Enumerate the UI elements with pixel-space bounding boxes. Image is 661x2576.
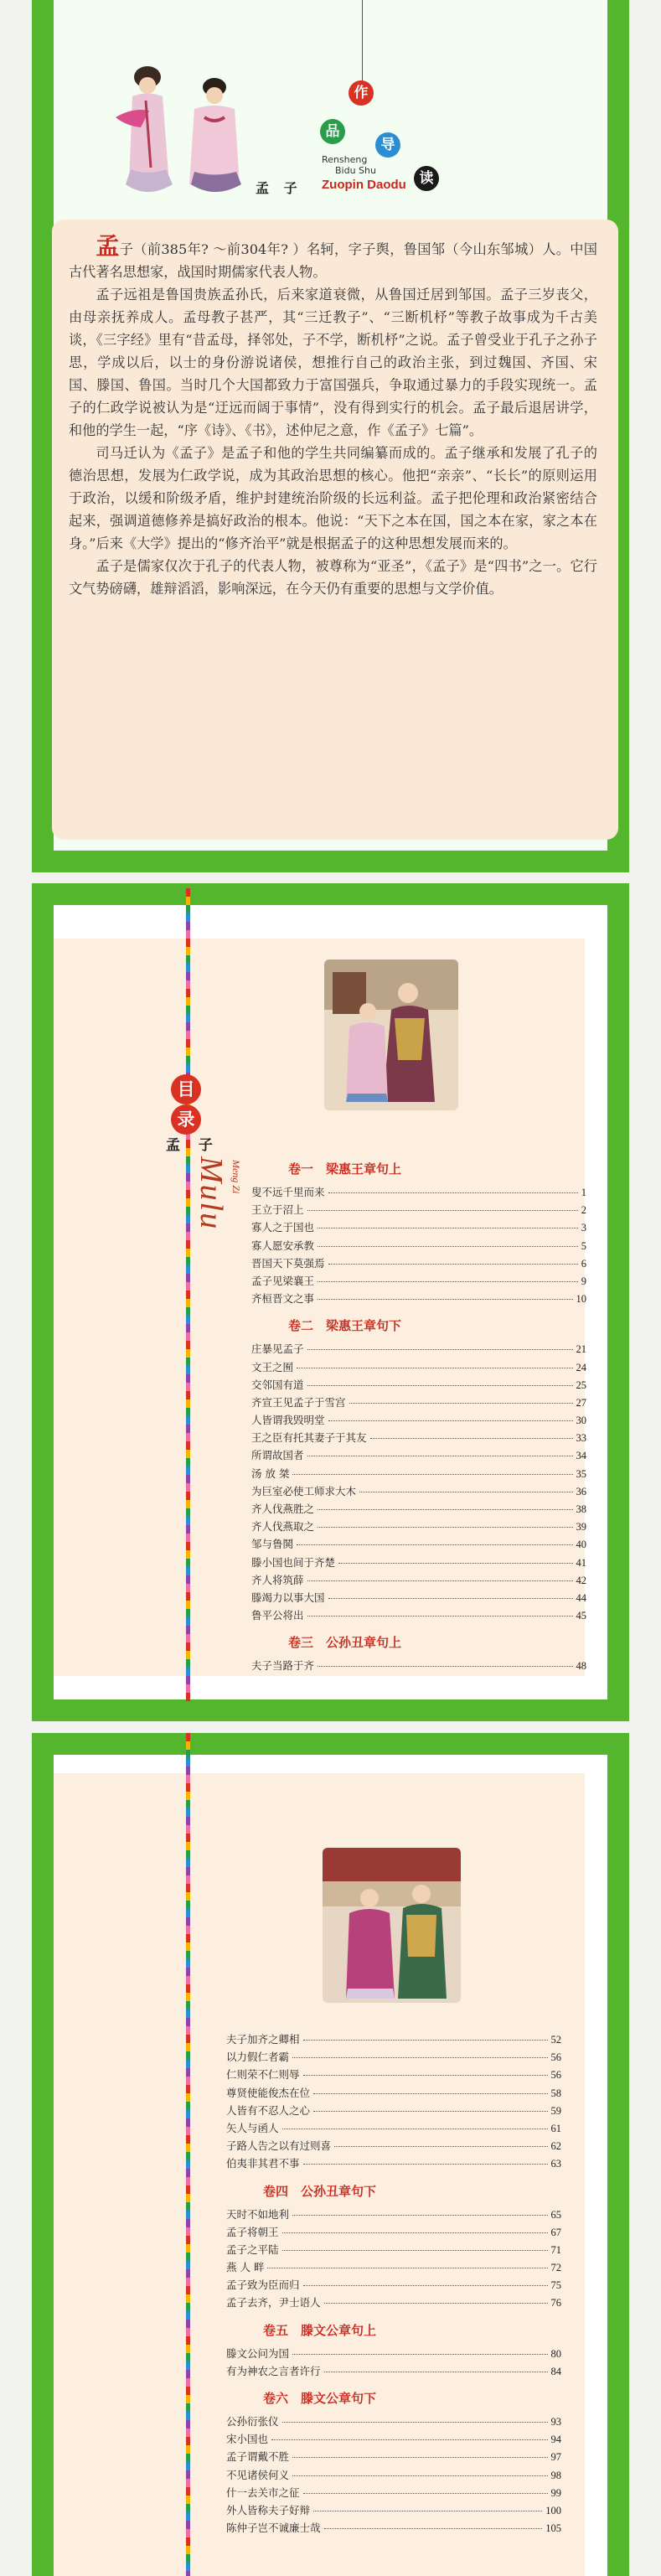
toc-leader-dots [303,2285,548,2286]
toc-entry[interactable] [226,2277,561,2294]
toc-entry[interactable] [251,1255,586,1273]
toc-book-name: 孟 子 [166,1137,219,1154]
toc-leader-dots [328,1420,573,1421]
mulu-char-lu: 录 [171,1104,201,1135]
toc-entry-page: 9 [581,1275,586,1287]
toc-entry[interactable] [226,2346,561,2363]
toc-illustration-1 [324,960,458,1110]
toc-entry-page: 84 [550,2365,561,2377]
toc-entry-page: 30 [576,1415,586,1427]
toc-entry[interactable] [226,2242,561,2259]
toc-entry-title: 齐桓晋文之事 [251,1292,315,1306]
toc-entry-page: 6 [581,1257,586,1270]
toc-leader-dots [318,1527,572,1528]
toc-entry-page: 98 [550,2469,561,2481]
toc-leader-dots [338,1563,572,1564]
toc-volume-heading: 卷五 滕文公章句上 [263,2322,377,2338]
toc-entry-title: 齐人伐燕胜之 [251,1503,315,1515]
toc-entry[interactable] [251,1483,586,1501]
toc-entry-page: 40 [576,1539,586,1551]
toc-entry-page: 56 [550,2069,561,2082]
toc-entry[interactable] [251,1219,586,1237]
toc-entry[interactable] [226,2066,561,2084]
toc-entry-title: 以力假仁者霸 [226,2051,290,2064]
toc-entry[interactable] [226,2259,561,2277]
toc-entry-page: 80 [550,2347,561,2360]
toc-volume-heading: 卷一 梁惠王章句上 [288,1161,402,1177]
toc-entry-page: 25 [576,1379,586,1391]
book-name: 孟 子 [256,180,302,196]
toc-entry-title: 孟子之平陆 [226,2242,279,2256]
toc-entry-title: 什一去关市之征 [226,2485,300,2499]
toc-entry-page: 97 [550,2451,561,2464]
toc-entry-title: 燕 人 畔 [226,2261,265,2274]
toc-entry[interactable] [251,1501,586,1518]
toc-entry-page: 52 [550,2034,561,2046]
toc-entry-page: 27 [576,1396,586,1409]
toc-entry[interactable] [251,1536,586,1554]
toc-entry[interactable] [251,1341,586,1358]
toc-leader-dots [328,1192,578,1193]
toc-leader-dots [318,1666,572,1667]
toc-entry-title: 夫子当路于齐 [251,1659,315,1673]
toc-entry[interactable] [251,1184,586,1202]
toc-entry-title: 叟不远千里而来 [251,1186,325,1198]
toc-leader-dots [313,2111,547,2112]
mulu-pinyin: Mulu [194,1156,229,1231]
toc-entry-page: 24 [576,1361,586,1373]
toc-entry-page: 75 [550,2279,561,2292]
intro-paragraph-1-text: 子（前385年? ～前304年? ）名轲，字子舆，鲁国邹（今山东邹城）人。中国古代著名思想家，战国时期儒家代表人物。 [69,241,597,280]
toc-entry-page: 67 [550,2226,561,2238]
toc-entry-page: 72 [550,2262,561,2274]
intro-paragraph-1 [69,232,597,283]
toc-leader-dots [370,1438,573,1439]
toc-volume-heading: 卷四 公孙丑章句下 [263,2183,377,2199]
toc-entry-title: 齐人伐燕取之 [251,1520,315,1534]
toc-leader-dots [307,1349,573,1350]
toc-entry-page: 56 [550,2051,561,2064]
toc-entry-title: 矢人与函人 [226,2121,279,2134]
toc-leader-dots [303,2075,548,2076]
toc-entry-title: 王之臣有托其妻子于其友 [251,1431,367,1445]
toc-entry[interactable] [251,1658,586,1675]
toc-entry[interactable] [226,2155,561,2173]
toc-entry[interactable] [226,2138,561,2155]
intro-paragraph-2: 孟子远祖是鲁国贵族孟孙氏，后来家道衰微，从鲁国迁居到邹国。孟子三岁丧父，由母亲抚养成人。孟母教子甚严，其“三迁教子”、“三断机杼”等教子故事成为千古美谈，《三字经》里有“昔孟母，择邻处，子不学，断机杼”之说。孟子曾受业于孔子之孙子思，学成以后，以士的身份游说诸侯，想推行自己的政治主张，到过魏国、齐国、宋国、滕国、鲁国。当时几个大国都致力于富国强兵，争取通过暴力的手段实现统一。孟子的仁政学说被认为是“迂远而阔于事情”，没有得到实行的机会。孟子最后退居讲学，和他的学生一起，“序《诗》、《书》，述仲尼之意，作《孟子》七篇”。 [69,287,597,438]
toc-entry-title: 人皆有不忍人之心 [226,2103,311,2117]
toc-entry[interactable] [251,1554,586,1572]
toc-entry-title: 齐宣王见孟子于雪宫 [251,1395,346,1409]
toc-entry-title: 人皆谓我毁明堂 [251,1414,325,1427]
toc-entry[interactable] [251,1466,586,1483]
toc-leader-dots [292,2354,547,2355]
dropcap: 孟 [96,232,120,260]
toc-entry[interactable] [226,2449,561,2466]
toc-entry-page: 2 [581,1204,586,1217]
toc-volume-heading: 卷三 公孙丑章句上 [288,1635,402,1651]
toc-entry-page: 94 [550,2434,561,2446]
toc-entry-title: 为巨室必使工师求大木 [251,1484,357,1497]
toc-volume-heading: 卷二 梁惠王章句下 [288,1318,402,1334]
logo-pinyin [322,154,376,176]
intro-paragraph-3: 司马迁认为《孟子》是孟子和他的学生共同编纂而成的。孟子继承和发展了孔子的德治思想，发展为仁政学说，成为其政治思想的核心。他把“亲亲”、“长长”的原则运用于政治，以缓和阶级矛盾，维护封建统治阶级的长远利益。孟子把伦理和政治紧密结合起来，强调道德修养是搞好政治的根本。他说：“天下之本在国，国之本在家，家之本在身。”后来《大学》提出的“修齐治平”就是根据孟子的这种思想发展而来的。 [69,445,597,551]
toc-entry[interactable] [251,1447,586,1465]
toc-entry-page: 41 [576,1556,586,1569]
toc-entry[interactable] [226,2502,561,2520]
toc-entry-title: 交邻国有道 [251,1378,304,1391]
toc-entry-title: 宋小国也 [226,2433,269,2446]
toc-entry-title: 伯夷非其君不事 [226,2157,300,2170]
toc-leader-dots [307,1385,573,1386]
toc-entry-title: 孟子去齐，尹士语人 [226,2296,321,2310]
toc-leader-dots [318,1281,578,1282]
toc-entry-page: 99 [550,2486,561,2499]
toc-entry[interactable] [251,1291,586,1308]
toc-leader-dots [292,2475,547,2476]
toc-entry-page: 21 [576,1343,586,1356]
toc-entry[interactable] [251,1607,586,1625]
toc-entry-title: 晋国天下莫强焉 [251,1256,325,1270]
toc-entry-title: 孟子致为臣而归 [226,2279,300,2292]
toc-volume-heading: 卷六 滕文公章句下 [263,2391,377,2406]
logo-char-pin: 品 [320,119,345,144]
toc-leader-dots [297,1544,572,1545]
toc-entry-title: 庄暴见孟子 [251,1342,304,1356]
toc-entry-title: 汤 放 桀 [251,1466,290,1480]
toc-entry[interactable] [251,1430,586,1447]
color-stripe [186,888,190,1701]
toc-entry[interactable] [251,1238,586,1255]
toc-leader-dots [292,2057,547,2058]
toc-leader-dots [313,2093,547,2094]
logo-pinyin-line2: Bidu Shu [335,165,376,176]
toc-entry-title: 寡人愿安承教 [251,1239,315,1252]
logo-line [362,0,363,84]
toc-leader-dots [328,1598,573,1599]
toc-entry[interactable] [226,2363,561,2381]
toc-entry-title: 陈仲子岂不诚廉士哉 [226,2522,321,2535]
toc-entry-page: 3 [581,1222,586,1234]
toc-leader-dots [307,1580,573,1581]
toc-entry-page: 45 [576,1610,586,1622]
toc-entry[interactable] [251,1202,586,1219]
toc-entry-page: 39 [576,1521,586,1534]
toc-entry-title: 孟子见梁襄王 [251,1274,315,1287]
intro-paragraph-4: 孟子是儒家仅次于孔子的代表人物，被尊称为“亚圣”，《孟子》是“四书”之一。它行文气势磅礴，雄辩滔滔，影响深远，在今天仍有重要的思想与文学价值。 [69,558,597,597]
toc-entry[interactable] [226,2431,561,2449]
toc-entry-title: 外人皆称夫子好辩 [226,2503,311,2517]
toc-entry-page: 35 [576,1467,586,1480]
toc-entry-page: 42 [576,1574,586,1586]
toc-leader-dots [324,2528,543,2529]
toc-entry-title: 夫子加齐之卿相 [226,2033,300,2046]
toc-entry-page: 71 [550,2243,561,2256]
toc-entry-page: 34 [576,1450,586,1462]
toc-entry-page: 76 [550,2297,561,2310]
toc-list-2 [226,2031,561,2542]
toc-entry-page: 38 [576,1503,586,1515]
toc-leader-dots [318,1509,572,1510]
toc-leader-dots [292,2457,547,2458]
toc-illustration-2 [323,1848,461,2003]
toc-entry-title: 不见诸侯何义 [226,2468,290,2481]
toc-leader-dots [349,1403,573,1404]
mulu-pinyin-sub: Meng Zi [230,1160,242,1194]
toc-list-1 [251,1156,586,1681]
toc-entry-title: 天时不如地利 [226,2207,290,2221]
toc-entry[interactable] [251,1590,586,1607]
color-stripe-2 [186,1733,190,2576]
toc-entry-title: 滕小国也间于齐楚 [251,1555,336,1569]
toc-leader-dots [292,1474,572,1475]
toc-entry-title: 鲁平公将出 [251,1609,304,1622]
toc-entry[interactable] [251,1377,586,1394]
toc-entry[interactable] [251,1572,586,1590]
toc-leader-dots [328,1264,578,1265]
toc-entry-title: 滕竭力以事大国 [251,1591,325,1604]
toc-entry[interactable] [251,1273,586,1291]
toc-entry-title: 子路人告之以有过则喜 [226,2139,332,2153]
toc-entry-page: 36 [576,1485,586,1497]
toc-entry[interactable] [226,2485,561,2502]
logo-char-dao: 导 [375,132,400,158]
toc-entry[interactable] [251,1359,586,1377]
toc-entry-page: 63 [550,2158,561,2170]
toc-entry-page: 105 [545,2522,561,2535]
toc-entry-page: 1 [581,1187,586,1198]
toc-entry[interactable] [226,2049,561,2066]
toc-entry-title: 有为神农之言者许行 [226,2364,321,2377]
toc-entry-title: 邹与鲁鬨 [251,1538,294,1551]
toc-entry-title: 孟子谓戴不胜 [226,2450,290,2464]
toc-entry-page: 62 [550,2140,561,2153]
toc-entry-page: 33 [576,1432,586,1445]
toc-leader-dots [318,1228,578,1229]
toc-leader-dots [282,2232,548,2233]
toc-entry-title: 所谓故国者 [251,1449,304,1462]
toc-entry[interactable] [226,2520,561,2537]
toc-entry-title: 孟子将朝王 [226,2225,279,2238]
toc-leader-dots [282,2250,548,2251]
toc-entry-title: 尊贤使能俊杰在位 [226,2086,311,2099]
toc-entry[interactable] [251,1394,586,1412]
toc-entry[interactable] [226,2085,561,2103]
toc-entry-title: 王立于沼上 [251,1203,304,1217]
toc-entry-page: 48 [576,1660,586,1673]
toc-entry-title: 寡人之于国也 [251,1221,315,1234]
toc-leader-dots [271,2439,547,2440]
toc-entry-title: 滕文公问为国 [226,2346,290,2360]
toc-leader-dots [282,2422,548,2423]
toc-leader-dots [324,2303,548,2304]
toc-entry[interactable] [226,2467,561,2485]
toc-entry[interactable] [226,2031,561,2049]
toc-leader-dots [292,2215,547,2216]
toc-entry-title: 仁则荣不仁则辱 [226,2068,300,2082]
toc-entry-page: 100 [545,2504,561,2517]
toc-entry[interactable] [226,2103,561,2120]
figures-illustration [107,59,258,205]
toc-entry-page: 5 [581,1239,586,1252]
logo-pinyin-line1: Rensheng [322,154,368,165]
toc-entry[interactable] [226,2413,561,2431]
toc-entry[interactable] [251,1412,586,1430]
toc-entry-title: 文王之囿 [251,1360,294,1373]
toc-entry-page: 59 [550,2104,561,2117]
toc-entry[interactable] [226,2294,561,2312]
logo-english: Zuopin Daodu [322,178,406,192]
toc-entry-page: 61 [550,2122,561,2134]
mulu-char-mu: 目 [171,1074,201,1104]
toc-leader-dots [303,2040,548,2041]
toc-entry-title: 公孙衍张仪 [226,2415,279,2428]
logo-char-du: 读 [414,166,439,191]
toc-entry[interactable] [226,2206,561,2224]
toc-leader-dots [303,2164,548,2165]
toc-leader-dots [303,2493,548,2494]
toc-entry-page: 93 [550,2416,561,2428]
toc-leader-dots [318,1299,572,1300]
toc-entry[interactable] [251,1518,586,1536]
toc-leader-dots [334,2146,547,2147]
intro-text [69,232,597,600]
toc-entry-page: 58 [550,2087,561,2099]
toc-leader-dots [307,1210,578,1211]
toc-leader-dots [318,1246,578,1247]
logo-char-zuo: 作 [349,80,374,106]
toc-entry-page: 65 [550,2208,561,2221]
toc-entry-page: 44 [576,1591,586,1604]
toc-entry[interactable] [226,2224,561,2242]
toc-entry-page: 10 [576,1293,586,1306]
toc-entry-title: 齐人将筑薛 [251,1573,304,1586]
toc-entry[interactable] [226,2120,561,2138]
